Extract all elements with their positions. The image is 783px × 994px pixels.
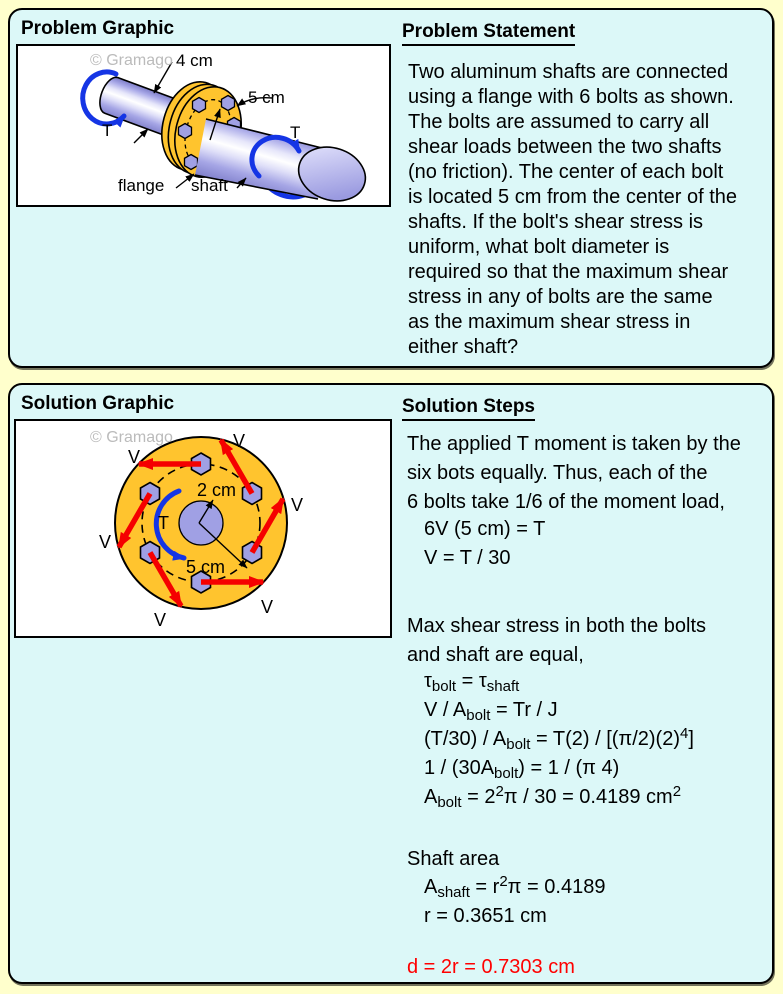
torque-left-label: T bbox=[102, 121, 113, 140]
bolt-hex bbox=[179, 124, 192, 139]
equation-line: r = 0.3651 cm bbox=[424, 905, 547, 927]
equation-block-1 bbox=[424, 515, 545, 573]
steps-paragraph-2 bbox=[407, 612, 706, 670]
watermark-text: © Gramago bbox=[90, 429, 173, 446]
statement-line: required so that the maximum shear bbox=[408, 261, 729, 283]
solution-steps-title: Solution Steps bbox=[402, 396, 535, 421]
shear-label: V bbox=[127, 447, 141, 467]
steps-line: 6 bolts take 1/6 of the moment load, bbox=[407, 491, 725, 513]
statement-line: The bolts are assumed to carry all bbox=[408, 111, 710, 133]
shaft-label: shaft bbox=[191, 176, 228, 195]
problem-statement-text bbox=[408, 60, 737, 360]
equation-block-2 bbox=[424, 667, 694, 812]
flange-label: flange bbox=[118, 176, 165, 195]
statement-line: uniform, what bolt diameter is bbox=[408, 236, 670, 258]
statement-line: shafts. If the bolt's shear stress is bbox=[408, 211, 704, 233]
solution-graphic-box bbox=[14, 419, 392, 638]
bolt-hex bbox=[185, 155, 198, 170]
statement-line: Two aluminum shafts are connected bbox=[408, 61, 729, 83]
statement-line: using a flange with 6 bolts as shown. bbox=[408, 86, 734, 108]
equation-line: $A_{bolt} = 2^2\pi / 30 = 0.4189$ $cm^2$ bbox=[424, 783, 682, 811]
dim-2cm-label: 2 cm bbox=[197, 480, 237, 500]
equation-line: $A_{shaft} = r^2\pi = 0.4189$ bbox=[424, 873, 606, 901]
problem-panel bbox=[8, 8, 774, 368]
equation-line: $1 / (30A_{bolt}) = 1 / (\pi$ 4) bbox=[424, 757, 620, 782]
equation-block-3 bbox=[424, 873, 605, 931]
equation-line: 6V (5 cm) = T bbox=[424, 518, 546, 540]
dim-5cm-label: 5 cm bbox=[186, 557, 226, 577]
bolt-hex bbox=[222, 96, 235, 111]
steps-paragraph-3 bbox=[407, 845, 499, 874]
final-answer: d = 2r = 0.7303 cm bbox=[407, 956, 575, 978]
equation-line: $V / A_{bolt} = Tr / J$ bbox=[424, 699, 558, 724]
torque-right-label: T bbox=[290, 123, 301, 142]
steps-line: The applied T moment is taken by the bbox=[407, 433, 741, 455]
solution-steps-text bbox=[402, 385, 774, 982]
shear-label: V bbox=[153, 610, 167, 630]
equation-line: V = T / 30 bbox=[424, 547, 511, 569]
steps-paragraph-1 bbox=[407, 430, 741, 517]
statement-line: (no friction). The center of each bolt bbox=[408, 161, 724, 183]
solution-panel bbox=[8, 383, 774, 984]
steps-line: Max shear stress in both the bolts bbox=[407, 615, 707, 637]
steps-line: six bots equally. Thus, each of the bbox=[407, 462, 708, 484]
steps-line: and shaft are equal, bbox=[407, 644, 584, 666]
equation-line: $(T/30) / A_{bolt} = T(2) / [(\pi/2)(2)^4]$ bbox=[424, 725, 694, 753]
dim-5cm-label: 5 cm bbox=[248, 88, 285, 107]
statement-line: either shaft? bbox=[408, 336, 519, 358]
problem-graphic bbox=[18, 46, 389, 205]
problem-graphic-box bbox=[16, 44, 391, 207]
steps-line: Shaft area bbox=[407, 848, 500, 870]
dim-4cm-label: 4 cm bbox=[176, 51, 213, 70]
problem-statement-title: Problem Statement bbox=[402, 21, 575, 46]
shear-label: V bbox=[98, 532, 112, 552]
statement-line: as the maximum shear stress in bbox=[408, 311, 691, 333]
solution-graphic bbox=[16, 421, 390, 636]
equation-line: $\tau_{bolt} = \tau_{shaft}$ bbox=[424, 670, 520, 695]
watermark-text: © Gramago bbox=[90, 52, 173, 69]
solution-graphic-title: Solution Graphic bbox=[21, 393, 175, 414]
dim-diameter-arrow bbox=[134, 129, 148, 143]
statement-line: shear loads between the two shafts bbox=[408, 136, 722, 158]
statement-line: is located 5 cm from the center of the bbox=[408, 186, 738, 208]
shear-label: V bbox=[260, 597, 274, 617]
shear-label: V bbox=[232, 431, 246, 451]
torque-label: T bbox=[158, 513, 169, 533]
bolt-hex bbox=[193, 98, 206, 113]
statement-line: stress in any of bolts are the same bbox=[408, 286, 713, 308]
shear-label: V bbox=[290, 495, 304, 515]
problem-graphic-title: Problem Graphic bbox=[21, 18, 175, 39]
